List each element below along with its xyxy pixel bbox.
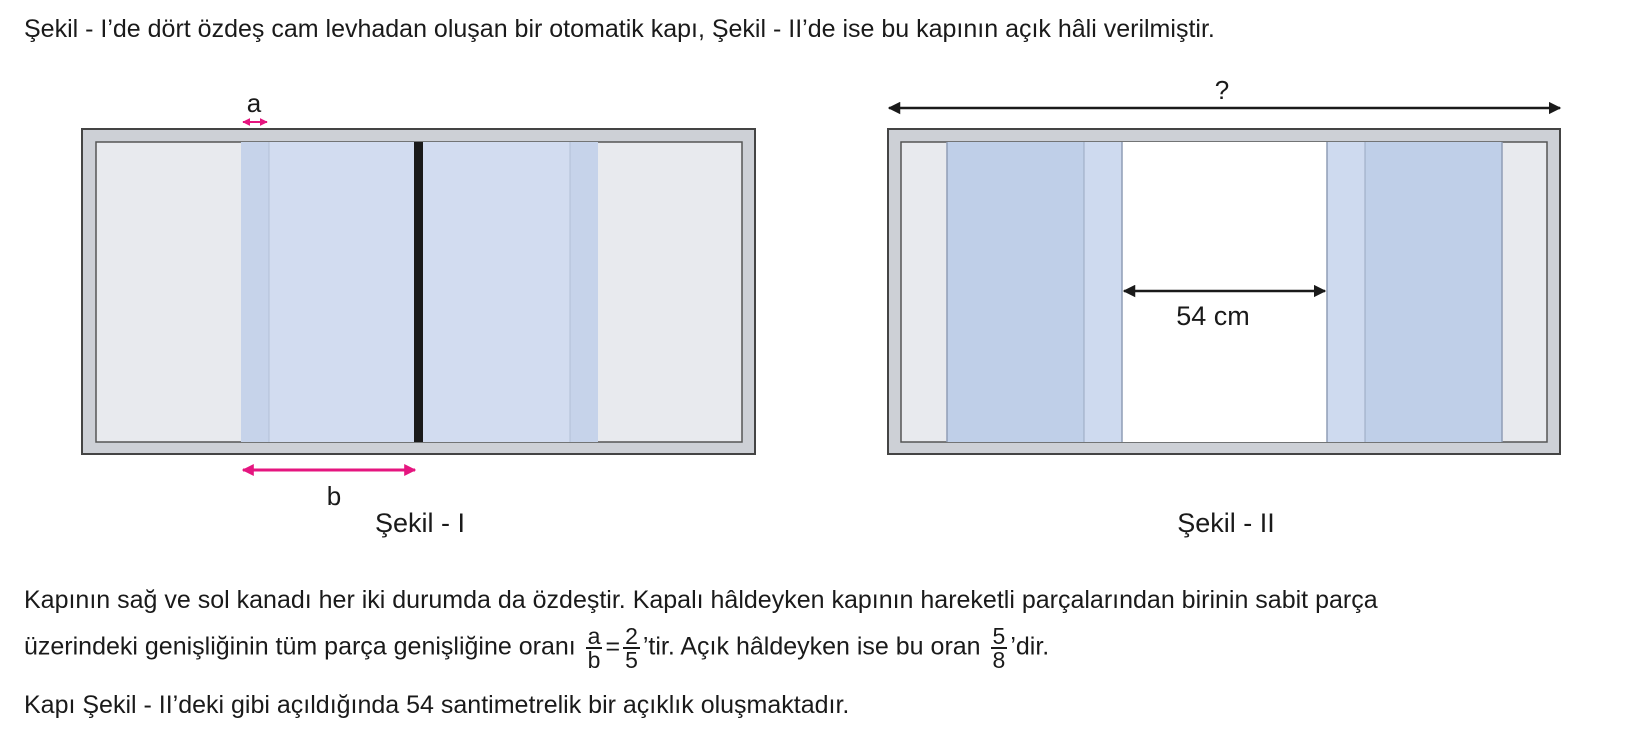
fraction-numerator: 2 [625, 623, 638, 649]
intro-text: Şekil - I’de dört özdeş cam levhadan oluşan bir otomatik kapı, Şekil - II’de ise bu kapının açık hâli verilmiştir. [24, 15, 1215, 43]
fraction-numerator: a [587, 623, 601, 649]
door-open-figure [888, 75, 1560, 538]
label-a: a [246, 88, 262, 118]
paragraph-2 [24, 625, 1049, 671]
right-overlap-strip [570, 142, 598, 442]
fraction-denominator: b [587, 647, 601, 673]
fraction-denominator: 5 [625, 647, 638, 673]
paragraph-1: Kapının sağ ve sol kanadı her iki durumda da özdeştir. Kapalı hâldeyken kapının hareketli parçalarından birinin sabit parça [24, 586, 1378, 614]
left-overlap-strip [1084, 142, 1122, 442]
equals-sign: = [605, 632, 621, 661]
caption-figure2: Şekil - II [1177, 508, 1275, 538]
left-overlap-strip [241, 142, 269, 442]
fraction-denominator: 8 [992, 647, 1006, 673]
fraction-numerator: 5 [992, 623, 1006, 649]
center-seam [414, 142, 423, 442]
label-total-width: ? [1214, 75, 1230, 105]
fraction-5-over-8 [991, 625, 1008, 671]
label-b: b [326, 481, 342, 511]
paragraph-2-end: ’dir. [1010, 632, 1050, 661]
right-sliding-panel [1365, 142, 1502, 442]
caption-figure1: Şekil - I [374, 508, 466, 538]
door-closed-figure [82, 88, 755, 538]
right-overlap-strip [1327, 142, 1365, 442]
fraction-a-over-b [586, 625, 603, 671]
paragraph-2-mid: ’tir. Açık hâldeyken ise bu oran [642, 632, 981, 661]
label-opening: 54 cm [1176, 301, 1250, 331]
left-sliding-panel [947, 142, 1084, 442]
fraction-2-over-5 [623, 625, 640, 671]
paragraph-2-start: üzerindeki genişliğinin tüm parça genişliğine oranı [24, 632, 576, 661]
paragraph-3: Kapı Şekil - II’deki gibi açıldığında 54 santimetrelik bir açıklık oluşmaktadır. [24, 691, 850, 719]
